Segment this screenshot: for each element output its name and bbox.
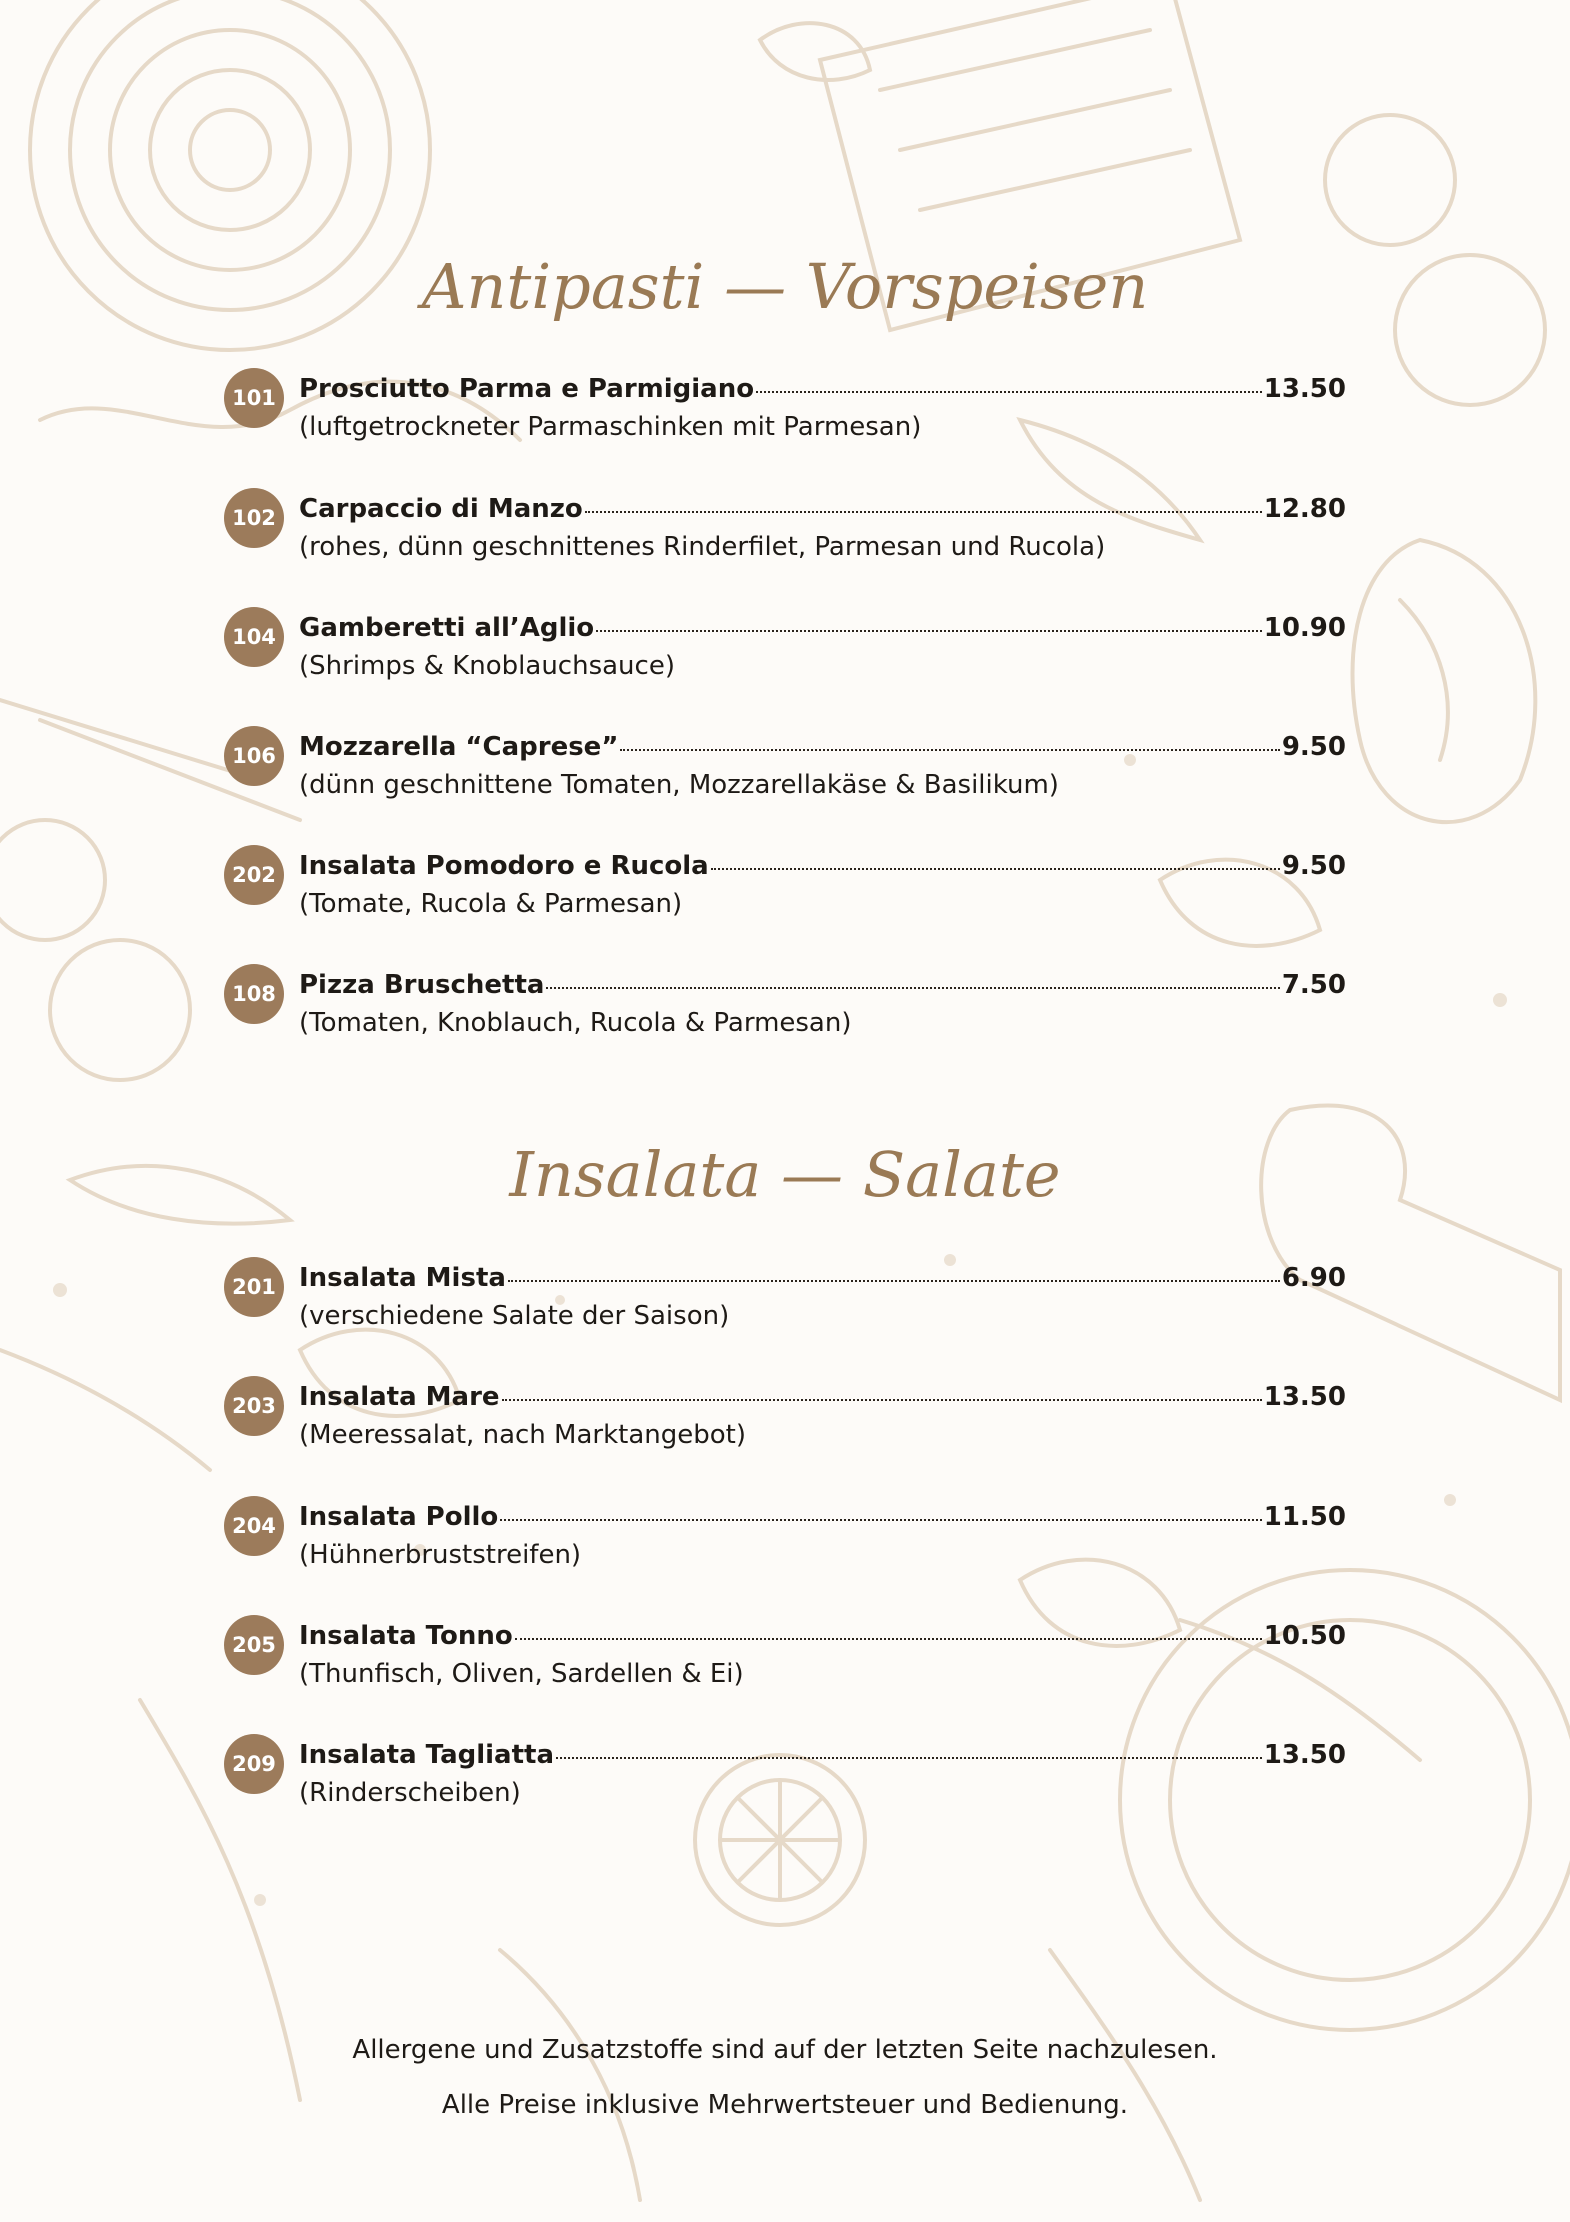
item-name: Gamberetti all’Aglio (299, 613, 595, 643)
item-price: 13.50 (1263, 1740, 1346, 1770)
item-name: Insalata Tagliatta (299, 1740, 554, 1770)
item-description: (Hühnerbruststreifen) (299, 1540, 582, 1570)
item-description: (luftgetrockneter Parmaschinken mit Parmesan) (299, 412, 922, 442)
dot-leader (502, 1399, 1262, 1401)
menu-item (224, 1257, 1346, 1337)
section-title-insalata: Insalata — Salate (509, 1138, 1061, 1211)
menu-item (224, 964, 1346, 1044)
dot-leader (620, 749, 1279, 751)
item-name: Carpaccio di Manzo (299, 494, 583, 524)
menu-item (224, 726, 1346, 806)
item-name: Mozzarella “Caprese” (299, 732, 619, 762)
item-number-badge: 101 (224, 368, 284, 428)
item-price: 9.50 (1281, 851, 1346, 881)
item-name: Pizza Bruschetta (299, 970, 545, 1000)
item-number-badge: 204 (224, 1496, 284, 1556)
dot-leader (596, 630, 1262, 632)
item-number-badge: 203 (224, 1376, 284, 1436)
item-description: (verschiedene Salate der Saison) (299, 1301, 730, 1331)
dot-leader (546, 987, 1279, 989)
item-price: 7.50 (1281, 970, 1346, 1000)
item-name: Insalata Mare (299, 1382, 500, 1412)
item-name: Insalata Pomodoro e Rucola (299, 851, 709, 881)
item-description: (Tomaten, Knoblauch, Rucola & Parmesan) (299, 1008, 852, 1038)
dot-leader (508, 1280, 1280, 1282)
item-price: 10.50 (1263, 1621, 1346, 1651)
item-description: (Meeressalat, nach Marktangebot) (299, 1420, 747, 1450)
menu-item (224, 1496, 1346, 1576)
item-number-badge: 108 (224, 964, 284, 1024)
item-number-badge: 102 (224, 488, 284, 548)
item-number-badge: 205 (224, 1615, 284, 1675)
item-price: 10.90 (1263, 613, 1346, 643)
menu-item (224, 607, 1346, 687)
item-number-badge: 201 (224, 1257, 284, 1317)
item-name: Insalata Pollo (299, 1502, 499, 1532)
item-description: (Shrimps & Knoblauchsauce) (299, 651, 675, 681)
menu-item (224, 1734, 1346, 1814)
item-name: Insalata Mista (299, 1263, 506, 1293)
item-number-badge: 106 (224, 726, 284, 786)
item-name: Prosciutto Parma e Parmigiano (299, 374, 755, 404)
item-number-badge: 202 (224, 845, 284, 905)
item-description: (Rinderscheiben) (299, 1778, 521, 1808)
dot-leader (585, 511, 1262, 513)
item-description: (Thunfisch, Oliven, Sardellen & Ei) (299, 1659, 744, 1689)
item-description: (Tomate, Rucola & Parmesan) (299, 889, 683, 919)
menu-item (224, 1615, 1346, 1695)
item-number-badge: 209 (224, 1734, 284, 1794)
menu-item (224, 845, 1346, 925)
menu-item (224, 488, 1346, 568)
allergens-note: Allergene und Zusatzstoffe sind auf der letzten Seite nachzulesen. (352, 2035, 1218, 2065)
item-price: 9.50 (1281, 732, 1346, 762)
item-name: Insalata Tonno (299, 1621, 513, 1651)
item-price: 13.50 (1263, 1382, 1346, 1412)
item-price: 12.80 (1263, 494, 1346, 524)
item-number-badge: 104 (224, 607, 284, 667)
menu-item (224, 368, 1346, 448)
dot-leader (500, 1519, 1261, 1521)
item-price: 6.90 (1281, 1263, 1346, 1293)
item-description: (rohes, dünn geschnittenes Rinderfilet, Parmesan und Rucola) (299, 532, 1106, 562)
dot-leader (556, 1757, 1262, 1759)
dot-leader (756, 391, 1262, 393)
section-title-antipasti: Antipasti — Vorspeisen (421, 250, 1149, 323)
item-price: 13.50 (1263, 374, 1346, 404)
prices-note: Alle Preise inklusive Mehrwertsteuer und Bedienung. (441, 2090, 1129, 2120)
dot-leader (515, 1638, 1262, 1640)
dot-leader (711, 868, 1280, 870)
item-description: (dünn geschnittene Tomaten, Mozzarellakäse & Basilikum) (299, 770, 1059, 800)
item-price: 11.50 (1263, 1502, 1346, 1532)
menu-item (224, 1376, 1346, 1456)
